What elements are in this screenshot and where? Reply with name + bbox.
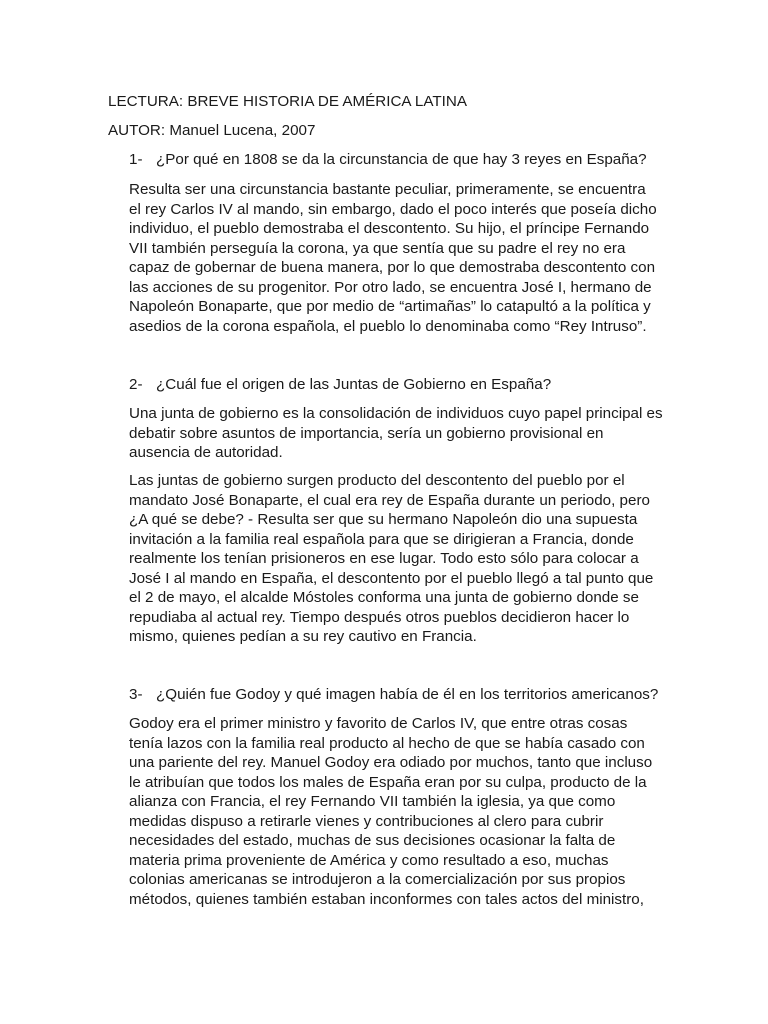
question-2 <box>129 375 551 395</box>
text-line: asedios de la corona española, el pueblo lo denominaba como “Rey Intruso”. <box>129 317 647 335</box>
text-line: colonias americanas se introdujeron a la comercialización por sus propios <box>129 871 626 888</box>
answer-3-paragraph-1 <box>129 714 664 909</box>
answer-2-paragraph-1 <box>129 404 664 463</box>
text-line: métodos, quienes también estaban inconformes con tales actos del ministro, <box>129 890 644 908</box>
question-number: 1- <box>129 151 143 168</box>
document-title: LECTURA: BREVE HISTORIA DE AMÉRICA LATINA <box>108 93 467 110</box>
document-author: AUTOR: Manuel Lucena, 2007 <box>108 122 316 139</box>
text-line: Napoleón Bonaparte, que por medio de “artimañas” lo catapultó a la política y <box>129 298 651 315</box>
question-text: ¿Por qué en 1808 se da la circunstancia de que hay 3 reyes en España? <box>156 151 647 168</box>
text-line: repudiaba al actual rey. Tiempo después otros pueblos decidieron hacer lo <box>129 608 630 626</box>
question-text: ¿Cuál fue el origen de las Juntas de Gobierno en España? <box>156 376 552 393</box>
text-line: debatir sobre asuntos de importancia, sería un gobierno provisional en <box>129 424 604 442</box>
text-line: medidas dispuso a retirarle vienes y contribuciones al clero para cubrir <box>129 812 604 830</box>
text-line: invitación a la familia real española para que se dirigieran a Francia, donde <box>129 530 634 548</box>
text-line: VII también perseguía la corona, ya que sentía que su padre el rey no era <box>129 239 626 257</box>
answer-2-paragraph-2 <box>129 471 664 647</box>
text-line: individuo, el pueblo demostraba el descontento. Su hijo, el príncipe Fernando <box>129 220 650 237</box>
text-line: necesidades del estado, muchas de sus decisiones ocasionar la falta de <box>129 832 616 849</box>
text-line: Las juntas de gobierno surgen producto del descontento del pueblo por el <box>129 472 625 489</box>
question-3 <box>129 685 658 705</box>
text-line: mismo, quienes pedían a su rey cautivo en Francia. <box>129 628 477 645</box>
text-line: las acciones de su progenitor. Por otro lado, se encuentra José I, hermano de <box>129 278 652 296</box>
text-line: una pariente del rey. Manuel Godoy era odiado por muchos, tanto que incluso <box>129 754 653 771</box>
text-line: Resulta ser una circunstancia bastante peculiar, primeramente, se encuentra <box>129 181 646 198</box>
text-line: realmente los tenían prisioneros en ese lugar. Todo esto sólo para colocar a <box>129 550 639 567</box>
question-1 <box>129 150 647 170</box>
question-number: 2- <box>129 376 143 393</box>
text-line: José I al mando en España, el descontento por el pueblo llegó a tal punto que <box>129 569 654 587</box>
text-line: le atribuían que todos los males de España eran por su culpa, producto de la <box>129 773 647 791</box>
question-text: ¿Quién fue Godoy y qué imagen había de él en los territorios americanos? <box>156 686 659 703</box>
text-line: tenía lazos con la familia real producto al hecho de que se había casado con <box>129 734 645 752</box>
text-line: Una junta de gobierno es la consolidación de individuos cuyo papel principal es <box>129 405 663 422</box>
text-line: materia prima proveniente de América y como resultado a eso, muchas <box>129 851 609 869</box>
text-line: mandato José Bonaparte, el cual era rey de España durante un periodo, pero <box>129 491 650 509</box>
question-number: 3- <box>129 686 143 703</box>
text-line: ¿A qué se debe? - Resulta ser que su hermano Napoleón dio una supuesta <box>129 511 638 528</box>
text-line: Godoy era el primer ministro y favorito de Carlos IV, que entre otras cosas <box>129 715 628 732</box>
text-line: ausencia de autoridad. <box>129 444 283 461</box>
text-line: alianza con Francia, el rey Fernando VII también la iglesia, ya que como <box>129 793 616 810</box>
text-line: el 2 de mayo, el alcalde Móstoles conforma una junta de gobierno donde se <box>129 589 639 606</box>
text-line: capaz de gobernar de buena manera, por lo que demostraba descontento con <box>129 259 656 276</box>
answer-1-paragraph-1 <box>129 180 664 336</box>
text-line: el rey Carlos IV al mando, sin embargo, dado el poco interés que poseía dicho <box>129 200 657 218</box>
